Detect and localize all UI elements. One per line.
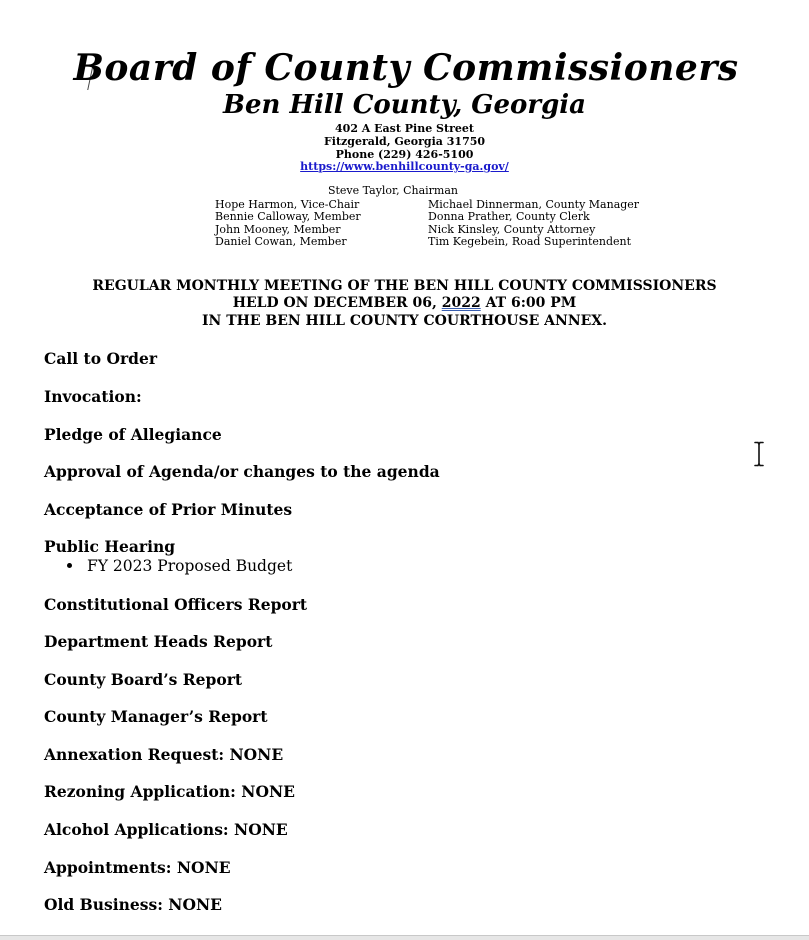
address-city: Fitzgerald, Georgia 31750 [323, 135, 486, 148]
official-left: John Mooney, Member [215, 223, 341, 236]
address-street: 402 A East Pine Street [335, 122, 474, 135]
agenda-item: Invocation: [44, 387, 142, 406]
list-item [67, 557, 292, 575]
agenda-item: Approval of Agenda/or changes to the agenda [44, 462, 440, 481]
horizontal-scrollbar[interactable] [0, 935, 809, 940]
meeting-date: HELD ON DECEMBER 06, [232, 295, 442, 311]
official-right: Donna Prather, County Clerk [428, 210, 590, 223]
agenda-item: Annexation Request: NONE [44, 745, 284, 764]
official-right: Nick Kinsley, County Attorney [428, 223, 596, 236]
official-left: Daniel Cowan, Member [215, 235, 347, 248]
meeting-year: 2022 [441, 295, 481, 311]
chairman-name: Steve Taylor, Chairman [327, 184, 459, 197]
bullet-text: FY 2023 Proposed Budget [87, 557, 293, 575]
agenda-item: Appointments: NONE [44, 858, 231, 877]
official-left: Hope Harmon, Vice-Chair [215, 198, 360, 211]
phone-number: Phone (229) 426-5100 [335, 148, 474, 161]
agenda-item: Rezoning Application: NONE [44, 782, 295, 801]
meeting-time: AT 6:00 PM [480, 295, 577, 311]
document-title: Board of County Commissioners [73, 47, 739, 89]
official-left: Bennie Calloway, Member [215, 210, 361, 223]
agenda-item: Pledge of Allegiance [44, 425, 222, 444]
agenda-item: Department Heads Report [44, 632, 273, 651]
agenda-item: Old Business: NONE [44, 895, 222, 914]
text-cursor-icon [752, 441, 766, 467]
agenda-item: Alcohol Applications: NONE [44, 820, 288, 839]
official-right: Tim Kegebein, Road Superintendent [428, 235, 632, 248]
website-link[interactable]: https://www.benhillcounty-ga.gov/ [300, 160, 509, 173]
agenda-item: County Board’s Report [44, 670, 243, 689]
bullet-icon [67, 563, 72, 568]
agenda-item: Public Hearing [44, 537, 176, 556]
agenda-item: County Manager’s Report [44, 707, 268, 726]
meeting-heading-line1: REGULAR MONTHLY MEETING OF THE BEN HILL COUNTY COMMISSIONERS [92, 278, 717, 294]
agenda-item: Constitutional Officers Report [44, 595, 308, 614]
meeting-heading-line3: IN THE BEN HILL COUNTY COURTHOUSE ANNEX. [201, 313, 608, 329]
official-right: Michael Dinnerman, County Manager [428, 198, 640, 211]
document-subtitle: Ben Hill County, Georgia [223, 90, 586, 120]
agenda-item: Call to Order [44, 349, 157, 368]
meeting-heading-line2 [0, 295, 809, 311]
agenda-item: Acceptance of Prior Minutes [44, 500, 293, 519]
